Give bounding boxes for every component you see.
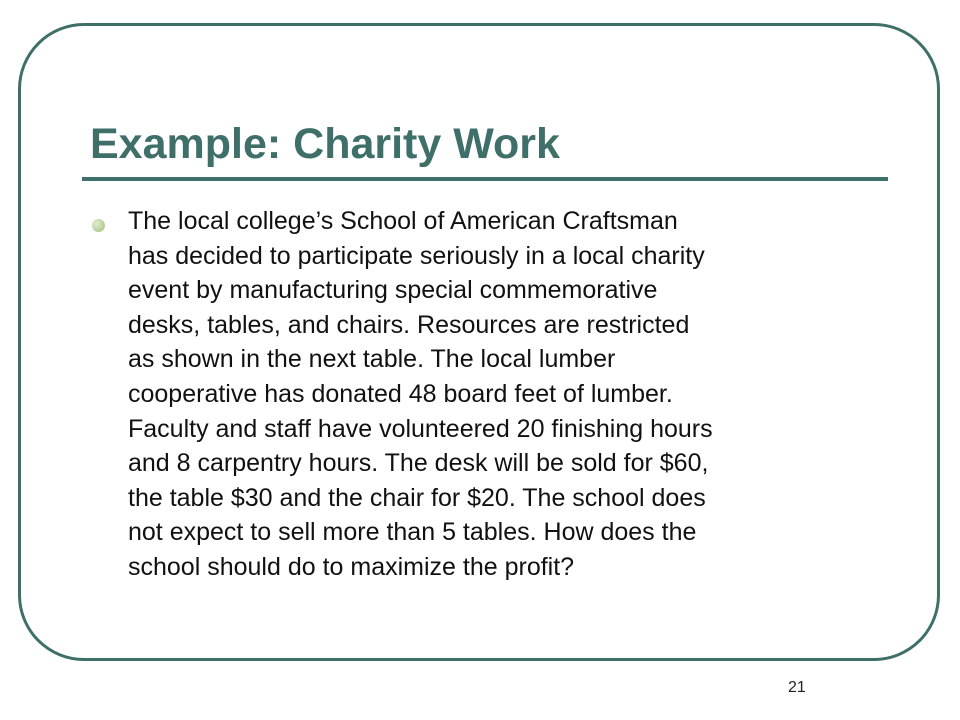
bullet-line: and 8 carpentry hours. The desk will be sold for $60,: [128, 449, 709, 478]
bullet-line: cooperative has donated 48 board feet of lumber.: [128, 379, 673, 408]
bullet-line: as shown in the next table. The local lumber: [128, 345, 616, 374]
bullet-line: The local college’s School of American Craftsman: [128, 207, 678, 235]
bullet-line: desks, tables, and chairs. Resources are restricted: [128, 310, 690, 339]
bullet-dot-icon: [92, 219, 105, 232]
slide-title: Example: Charity Work: [90, 120, 560, 168]
bullet-line: Faculty and staff have volunteered 20 finishing hours: [128, 414, 713, 443]
page-number: 21: [788, 679, 806, 696]
bullet-line: not expect to sell more than 5 tables. How does the: [128, 518, 697, 547]
bullet-text: [128, 204, 898, 585]
title-divider: [82, 177, 888, 181]
bullet-line: school should do to maximize the profit?: [128, 552, 575, 581]
bullet-line: event by manufacturing special commemorative: [128, 276, 658, 305]
bullet-line: the table $30 and the chair for $20. The school does: [128, 483, 706, 512]
bullet-line: has decided to participate seriously in a local charity: [128, 241, 705, 270]
